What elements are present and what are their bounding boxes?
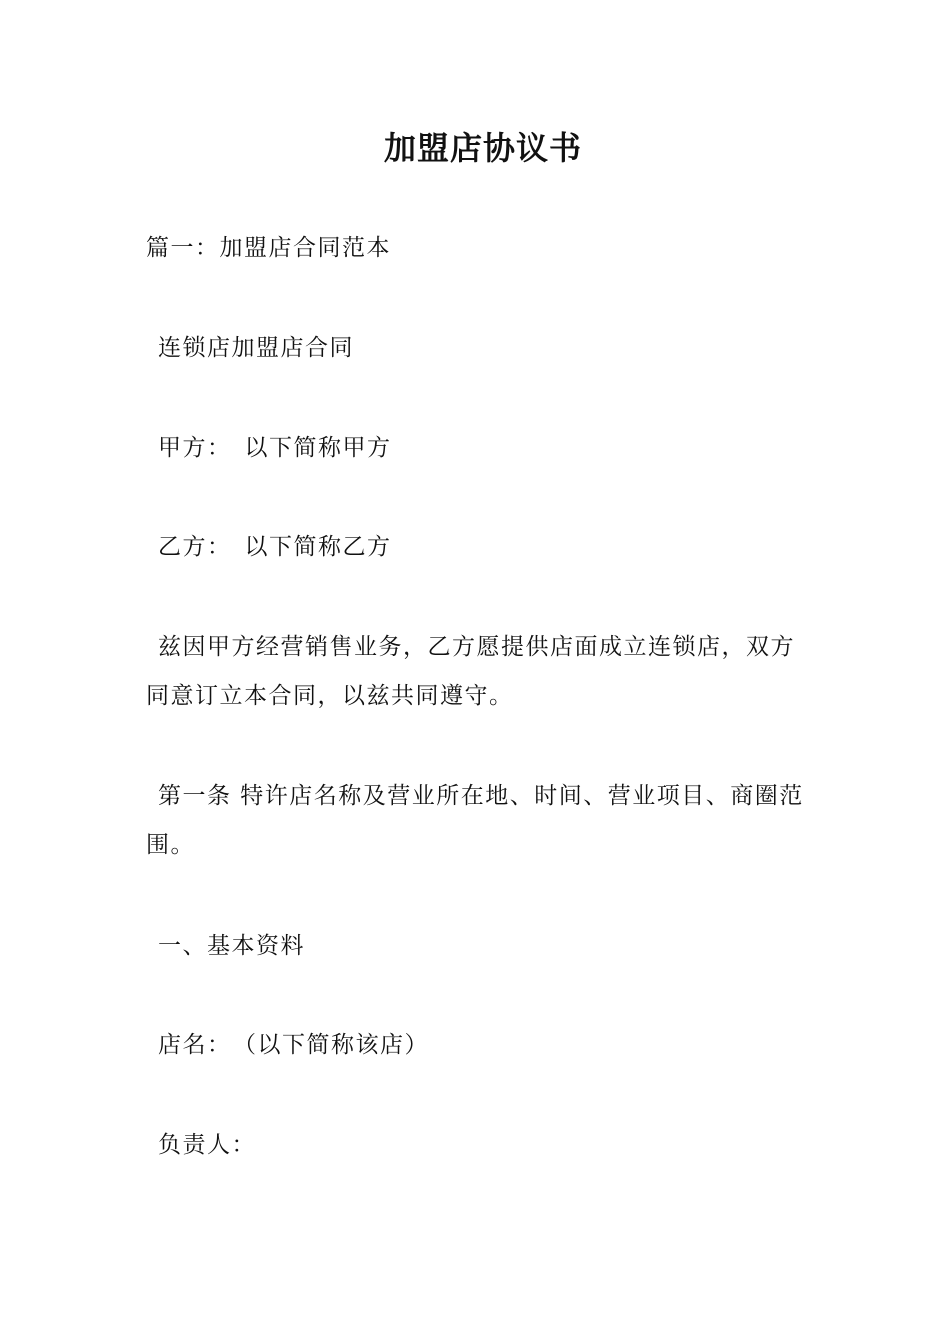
party-a-line: 甲方： 以下简称甲方 [158, 435, 392, 461]
preamble-paragraph: 兹因甲方经营销售业务，乙方愿提供店面成立连锁店，双方同意订立本合同，以兹共同遵守。 [146, 634, 795, 709]
contract-subtitle: 连锁店加盟店合同 [158, 335, 354, 361]
document-title: 加盟店协议书 [383, 129, 582, 167]
person-in-charge-line: 负责人： [158, 1132, 256, 1158]
article-one-paragraph: 第一条 特许店名称及营业所在地、时间、营业项目、商圈范围。 [146, 783, 804, 858]
store-name-line: 店名： （以下简称该店） [158, 1032, 429, 1058]
party-b-line: 乙方： 以下简称乙方 [158, 534, 392, 560]
section-heading: 篇一：加盟店合同范本 [146, 235, 391, 261]
basic-info-heading: 一、基本资料 [158, 933, 305, 959]
